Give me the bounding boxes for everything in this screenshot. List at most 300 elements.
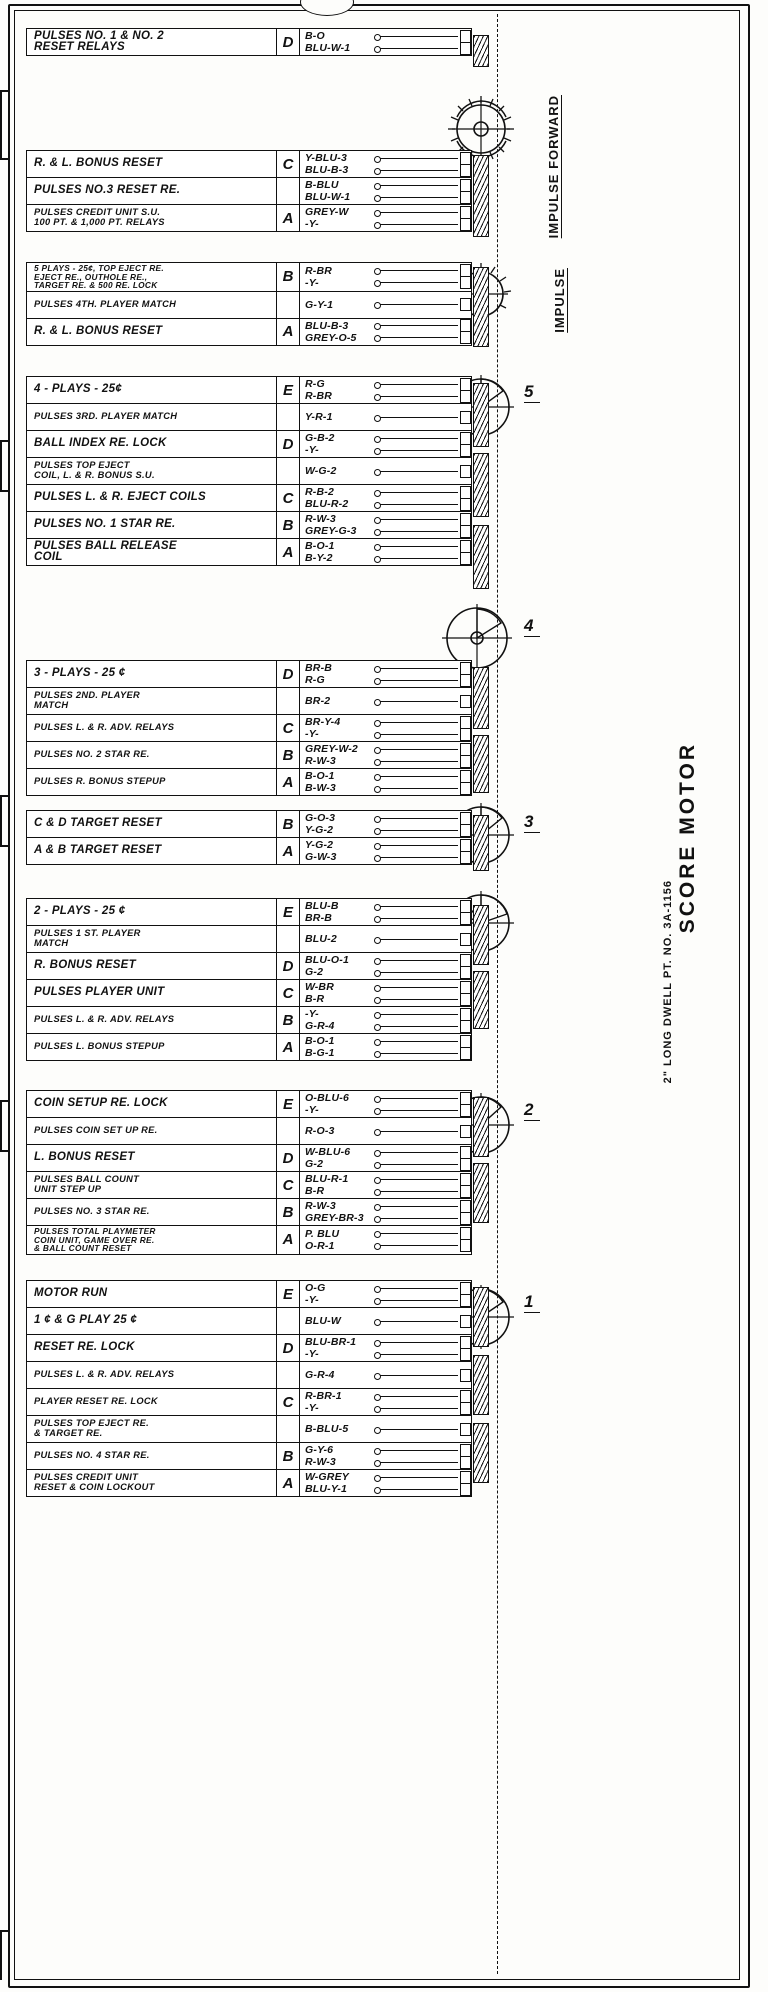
wire-group bbox=[300, 953, 471, 979]
relay-description-line: MOTOR RUN bbox=[34, 1287, 108, 1300]
contact-stack bbox=[473, 35, 489, 67]
terminal-block bbox=[460, 1294, 471, 1307]
relay-description bbox=[27, 1416, 277, 1442]
contact-stack bbox=[473, 1355, 489, 1415]
wire-lead bbox=[375, 761, 458, 762]
relay-row[interactable] bbox=[27, 458, 471, 485]
wire-lead bbox=[375, 1110, 458, 1111]
relay-description-line: COIL bbox=[34, 551, 63, 563]
wire-lead bbox=[375, 668, 458, 669]
wire-lead bbox=[375, 1342, 458, 1343]
wire-row bbox=[305, 756, 471, 767]
terminal-block bbox=[460, 1315, 471, 1328]
wire-code: GREY-O-5 bbox=[305, 331, 357, 344]
edge-tick-2 bbox=[0, 158, 10, 160]
wire-row bbox=[305, 514, 471, 525]
edge-mark-left-1 bbox=[0, 90, 2, 160]
edge-tick-9 bbox=[0, 1930, 10, 1932]
wire-group bbox=[300, 838, 471, 864]
wire-row bbox=[305, 153, 471, 164]
relay-description-line: TARGET RE. & 500 RE. LOCK bbox=[34, 280, 158, 291]
terminal-block bbox=[460, 851, 471, 864]
wire-lead bbox=[375, 531, 458, 532]
relay-description bbox=[27, 1145, 277, 1171]
relay-row[interactable] bbox=[27, 1362, 471, 1389]
wire-code: B-G-1 bbox=[305, 1047, 335, 1059]
edge-tick-4 bbox=[0, 490, 10, 492]
relay-description-line: PLAYER RESET RE. LOCK bbox=[34, 1396, 158, 1407]
relay-row[interactable] bbox=[27, 1281, 471, 1308]
relay-row[interactable] bbox=[27, 926, 471, 953]
wire-row bbox=[305, 466, 471, 477]
terminal-block bbox=[460, 42, 471, 55]
relay-row[interactable] bbox=[27, 431, 471, 458]
wire-lead bbox=[375, 158, 458, 159]
wire-lead bbox=[375, 1450, 458, 1451]
wire-lead bbox=[375, 1408, 458, 1409]
wire-lead bbox=[375, 1026, 458, 1027]
wire-row bbox=[305, 165, 471, 176]
relay-row[interactable] bbox=[27, 980, 471, 1007]
terminal-block bbox=[460, 525, 471, 538]
wire-code: Y-BLU-3 bbox=[305, 152, 348, 164]
wire-code: G-O-3 bbox=[305, 812, 336, 824]
relay-row[interactable] bbox=[27, 1172, 471, 1199]
relay-description-line: 5 PLAYS - 25¢, TOP EJECT RE. bbox=[34, 263, 164, 273]
wire-group bbox=[300, 377, 471, 403]
wire-row bbox=[305, 1316, 471, 1327]
relay-row[interactable] bbox=[27, 1007, 471, 1034]
relay-row[interactable] bbox=[27, 769, 471, 795]
wire-group bbox=[300, 899, 471, 925]
wire-code: G-Y-6 bbox=[305, 1444, 334, 1456]
wire-group bbox=[300, 292, 471, 318]
relay-letter: D bbox=[277, 29, 300, 55]
relay-row[interactable] bbox=[27, 715, 471, 742]
wire-group bbox=[300, 1199, 471, 1225]
wire-group bbox=[300, 263, 471, 291]
wire-group bbox=[300, 458, 471, 484]
long-dwell-label: 2" LONG DWELL PT. NO. 3A-1156 bbox=[662, 880, 674, 1084]
relay-description bbox=[27, 377, 277, 403]
wire-code: B-O bbox=[305, 30, 325, 42]
relay-letter bbox=[277, 926, 300, 952]
wire-code: W-BLU-6 bbox=[305, 1146, 351, 1158]
relay-row[interactable] bbox=[27, 838, 471, 864]
wire-code: BLU-W bbox=[305, 1315, 341, 1327]
wire-code: B-Y-2 bbox=[305, 552, 333, 564]
relay-letter bbox=[277, 458, 300, 484]
relay-description-line: PULSES NO. 4 STAR RE. bbox=[34, 1450, 150, 1461]
contact-stack bbox=[473, 1287, 489, 1347]
relay-description-line: PULSES 1 ST. PLAYER bbox=[34, 928, 141, 939]
relay-description bbox=[27, 539, 277, 565]
wire-code: BR-Y-4 bbox=[305, 716, 341, 728]
wire-lead bbox=[375, 504, 458, 505]
relay-description-line: UNIT STEP UP bbox=[34, 1184, 102, 1194]
relay-description-line: PULSES 2ND. PLAYER bbox=[34, 690, 140, 701]
relay-letter: A bbox=[277, 539, 300, 565]
wire-lead bbox=[375, 1164, 458, 1165]
relay-description bbox=[27, 1226, 277, 1254]
relay-description-line: PULSES L. & R. ADV. RELAYS bbox=[34, 1014, 175, 1025]
relay-row[interactable] bbox=[27, 512, 471, 539]
relay-letter bbox=[277, 404, 300, 430]
wire-code: BR-B bbox=[305, 662, 333, 674]
relay-description bbox=[27, 292, 277, 318]
relay-description bbox=[27, 458, 277, 484]
wire-code: -Y- bbox=[305, 444, 319, 456]
terminal-block bbox=[460, 1020, 471, 1033]
wire-row bbox=[305, 825, 471, 836]
wire-code: -Y- bbox=[305, 218, 319, 230]
relay-row[interactable] bbox=[27, 29, 471, 55]
wire-group bbox=[300, 769, 471, 795]
edge-mark-left-2 bbox=[0, 440, 2, 492]
relay-description-line: 100 PT. & 1,000 PT. RELAYS bbox=[34, 217, 165, 227]
relay-description bbox=[27, 1470, 277, 1496]
wire-code: G-Y-1 bbox=[305, 298, 334, 311]
wire-code: O-G bbox=[305, 1282, 326, 1294]
wire-row bbox=[305, 783, 471, 794]
terminal-block bbox=[460, 1185, 471, 1198]
relay-description bbox=[27, 980, 277, 1006]
relay-description-line: PULSES 4TH. PLAYER MATCH bbox=[34, 298, 177, 309]
wire-row bbox=[305, 994, 471, 1005]
relay-row[interactable] bbox=[27, 1034, 471, 1060]
relay-row[interactable] bbox=[27, 899, 471, 926]
terminal-block bbox=[460, 1158, 471, 1171]
relay-row[interactable] bbox=[27, 953, 471, 980]
wire-lead bbox=[375, 170, 458, 171]
wire-row bbox=[305, 1445, 471, 1456]
terminal-block bbox=[460, 1239, 471, 1252]
wire-lead bbox=[375, 304, 458, 305]
wire-group bbox=[300, 431, 471, 457]
relay-description-line: PULSES NO. 1 & NO. 2 bbox=[34, 29, 164, 42]
cam-number-3 bbox=[524, 812, 540, 833]
wire-lead bbox=[375, 1152, 458, 1153]
edge-tick-7 bbox=[0, 1100, 10, 1102]
wire-code: B-BLU bbox=[305, 179, 339, 191]
wire-lead bbox=[375, 417, 458, 418]
terminal-block bbox=[460, 1456, 471, 1469]
terminal-block bbox=[460, 1348, 471, 1361]
wire-code: B-W-3 bbox=[305, 782, 336, 794]
wire-lead bbox=[375, 1041, 458, 1042]
wire-code: B-O-1 bbox=[305, 1035, 335, 1047]
relay-row[interactable] bbox=[27, 811, 471, 838]
wire-group bbox=[300, 715, 471, 741]
relay-row[interactable] bbox=[27, 205, 471, 231]
contact-stack bbox=[473, 1163, 489, 1223]
wire-lead bbox=[375, 1288, 458, 1289]
wire-lead bbox=[375, 987, 458, 988]
cam-number-2-text: 2 bbox=[524, 1100, 534, 1119]
wire-code: R-BR bbox=[305, 264, 333, 277]
terminal-block bbox=[460, 552, 471, 565]
relay-row[interactable] bbox=[27, 539, 471, 565]
terminal-block bbox=[460, 164, 471, 177]
contact-stack bbox=[473, 155, 489, 237]
wire-row bbox=[305, 265, 471, 276]
relay-description-line: & BALL COUNT RESET bbox=[34, 1243, 132, 1254]
wire-lead bbox=[375, 1354, 458, 1355]
relay-letter: C bbox=[277, 1389, 300, 1415]
relay-description bbox=[27, 1118, 277, 1144]
wire-row bbox=[305, 1021, 471, 1032]
relay-description bbox=[27, 715, 277, 741]
wire-row bbox=[305, 31, 471, 42]
wire-lead bbox=[375, 1321, 458, 1322]
relay-row[interactable] bbox=[27, 178, 471, 205]
relay-row[interactable] bbox=[27, 688, 471, 715]
terminal-block bbox=[460, 1047, 471, 1060]
wire-code: -Y- bbox=[305, 1008, 319, 1020]
relay-description bbox=[27, 1443, 277, 1469]
relay-description-line: PULSES L. BONUS STEPUP bbox=[34, 1041, 165, 1052]
wire-row bbox=[305, 729, 471, 740]
relay-description bbox=[27, 319, 277, 345]
relay-row[interactable] bbox=[27, 742, 471, 769]
relay-row[interactable] bbox=[27, 1199, 471, 1226]
wire-code: BLU-B-3 bbox=[305, 164, 349, 176]
wire-row bbox=[305, 852, 471, 863]
wire-code: -Y- bbox=[305, 728, 319, 740]
relay-row[interactable] bbox=[27, 1443, 471, 1470]
relay-description bbox=[27, 688, 277, 714]
relay-row[interactable] bbox=[27, 1335, 471, 1362]
wire-group bbox=[300, 1443, 471, 1469]
relay-description-line: 3 - PLAYS - 25 ¢ bbox=[34, 667, 126, 680]
wire-row bbox=[305, 1403, 471, 1414]
wire-code: BLU-R-2 bbox=[305, 498, 349, 510]
relay-row[interactable] bbox=[27, 1145, 471, 1172]
wire-code: G-2 bbox=[305, 1158, 324, 1170]
contact-stack bbox=[473, 453, 489, 517]
relay-bank-b-a bbox=[26, 262, 472, 346]
wire-group bbox=[300, 1470, 471, 1496]
wire-group bbox=[300, 178, 471, 204]
wire-lead bbox=[375, 185, 458, 186]
wire-code: B-BLU-5 bbox=[305, 1423, 349, 1435]
relay-letter bbox=[277, 1308, 300, 1334]
terminal-block bbox=[460, 1212, 471, 1225]
wire-row bbox=[305, 391, 471, 402]
relay-description-line: PULSES CREDIT UNIT S.U. bbox=[34, 207, 161, 218]
wire-code: -Y- bbox=[305, 1348, 319, 1360]
wire-lead bbox=[375, 918, 458, 919]
wire-lead bbox=[375, 48, 458, 49]
wire-row bbox=[305, 1484, 471, 1495]
wire-group bbox=[300, 319, 471, 345]
relay-row[interactable] bbox=[27, 1091, 471, 1118]
relay-description-line: COIL, L. & R. BONUS S.U. bbox=[34, 470, 155, 480]
relay-letter: A bbox=[277, 1470, 300, 1496]
wire-row bbox=[305, 1174, 471, 1185]
contact-stack bbox=[473, 815, 489, 871]
relay-letter: E bbox=[277, 1281, 300, 1307]
edge-tick-6 bbox=[0, 845, 10, 847]
relay-description bbox=[27, 661, 277, 687]
terminal-block bbox=[460, 674, 471, 687]
relay-row[interactable] bbox=[27, 1416, 471, 1443]
relay-row[interactable] bbox=[27, 292, 471, 319]
terminal-block bbox=[460, 1369, 471, 1382]
wire-group bbox=[300, 404, 471, 430]
relay-description bbox=[27, 769, 277, 795]
terminal-block bbox=[460, 390, 471, 403]
relay-row[interactable] bbox=[27, 319, 471, 345]
relay-description-line: PULSES TOP EJECT RE. bbox=[34, 1418, 150, 1429]
relay-description-line: EJECT RE., OUTHOLE RE., bbox=[34, 271, 148, 282]
wire-code: G-2 bbox=[305, 966, 324, 978]
relay-description-line: 4 - PLAYS - 25¢ bbox=[34, 383, 123, 396]
wire-row bbox=[305, 320, 471, 331]
relay-description bbox=[27, 1281, 277, 1307]
wire-row bbox=[305, 840, 471, 851]
relay-description bbox=[27, 1335, 277, 1361]
wire-code: B-R bbox=[305, 993, 325, 1005]
wire-code: W-GREY bbox=[305, 1471, 349, 1483]
relay-letter: E bbox=[277, 899, 300, 925]
wire-row bbox=[305, 1283, 471, 1294]
relay-letter bbox=[277, 1118, 300, 1144]
relay-description bbox=[27, 205, 277, 231]
relay-description-line: L. BONUS RESET bbox=[34, 1151, 135, 1164]
wire-lead bbox=[375, 939, 458, 940]
wire-row bbox=[305, 1009, 471, 1020]
contact-stack bbox=[473, 525, 489, 589]
wire-code: B-R bbox=[305, 1185, 325, 1197]
relay-description-line: COIN SETUP RE. LOCK bbox=[34, 1097, 168, 1110]
wire-row bbox=[305, 299, 471, 310]
relay-description bbox=[27, 151, 277, 177]
relay-description bbox=[27, 1362, 277, 1388]
relay-row[interactable] bbox=[27, 485, 471, 512]
edge-tick-3 bbox=[0, 440, 10, 442]
wire-row bbox=[305, 1472, 471, 1483]
wire-code: -Y- bbox=[305, 276, 319, 289]
relay-description-line: PULSES TOP EJECT bbox=[34, 460, 130, 471]
terminal-block bbox=[460, 933, 471, 946]
wire-row bbox=[305, 813, 471, 824]
contact-stack bbox=[473, 971, 489, 1029]
relay-description bbox=[27, 811, 277, 837]
wire-lead bbox=[375, 857, 458, 858]
wire-code: G-R-4 bbox=[305, 1369, 335, 1381]
relay-description-line: 1 ¢ & G PLAY 25 ¢ bbox=[34, 1314, 138, 1327]
terminal-block bbox=[460, 728, 471, 741]
wire-lead bbox=[375, 776, 458, 777]
cam-number-5 bbox=[524, 382, 540, 403]
relay-description-line: PULSES 3RD. PLAYER MATCH bbox=[34, 411, 178, 422]
wire-code: GREY-W-2 bbox=[305, 743, 358, 755]
wire-row bbox=[305, 541, 471, 552]
wire-code: BLU-2 bbox=[305, 933, 337, 945]
terminal-block bbox=[460, 755, 471, 768]
wire-code: R-W-3 bbox=[305, 1200, 336, 1212]
wire-lead bbox=[375, 1245, 458, 1246]
wire-lead bbox=[375, 1233, 458, 1234]
wire-group bbox=[300, 688, 471, 714]
edge-tick-1 bbox=[0, 90, 10, 92]
wire-row bbox=[305, 526, 471, 537]
cam-number-4-text: 4 bbox=[524, 616, 534, 635]
edge-mark-left-4 bbox=[0, 1100, 2, 1152]
wire-lead bbox=[375, 1098, 458, 1099]
relay-description bbox=[27, 1007, 277, 1033]
relay-letter: C bbox=[277, 485, 300, 511]
wire-row bbox=[305, 445, 471, 456]
relay-description-line: R. & L. BONUS RESET bbox=[34, 157, 163, 170]
relay-row[interactable] bbox=[27, 263, 471, 292]
wire-group bbox=[300, 1091, 471, 1117]
wire-code: BLU-B-3 bbox=[305, 319, 349, 332]
wire-code: -Y- bbox=[305, 1294, 319, 1306]
relay-description-line: PULSES NO. 2 STAR RE. bbox=[34, 749, 150, 760]
wire-code: BLU-W-1 bbox=[305, 191, 351, 203]
wire-row bbox=[305, 1213, 471, 1224]
wire-lead bbox=[375, 325, 458, 326]
wire-row bbox=[305, 1349, 471, 1360]
cam-number-5-text: 5 bbox=[524, 382, 534, 401]
terminal-block bbox=[460, 782, 471, 795]
wire-row bbox=[305, 192, 471, 203]
contact-stack bbox=[473, 267, 489, 347]
wire-code: R-W-3 bbox=[305, 755, 336, 767]
relay-letter: E bbox=[277, 1091, 300, 1117]
relay-row[interactable] bbox=[27, 404, 471, 431]
wire-code: P. BLU bbox=[305, 1227, 340, 1240]
wire-row bbox=[305, 499, 471, 510]
cam-number-4 bbox=[524, 616, 540, 637]
wire-row bbox=[305, 1457, 471, 1468]
terminal-block bbox=[460, 276, 471, 289]
relay-row[interactable] bbox=[27, 377, 471, 404]
relay-row[interactable] bbox=[27, 1470, 471, 1496]
wire-group bbox=[300, 1389, 471, 1415]
relay-row[interactable] bbox=[27, 1308, 471, 1335]
terminal-block bbox=[460, 1483, 471, 1496]
wire-row bbox=[305, 1159, 471, 1170]
wire-code: GREY-W bbox=[305, 206, 349, 218]
relay-description bbox=[27, 1389, 277, 1415]
wire-code: BR-2 bbox=[305, 695, 331, 707]
wire-row bbox=[305, 663, 471, 674]
contact-stack bbox=[473, 735, 489, 793]
wire-group bbox=[300, 1281, 471, 1307]
wire-lead bbox=[375, 1014, 458, 1015]
relay-letter bbox=[277, 292, 300, 318]
relay-description bbox=[27, 263, 277, 291]
wire-code: BLU-Y-1 bbox=[305, 1483, 348, 1495]
wire-row bbox=[305, 180, 471, 191]
wire-code: O-R-1 bbox=[305, 1239, 335, 1252]
relay-letter: B bbox=[277, 263, 300, 291]
wire-group bbox=[300, 1226, 471, 1254]
relay-description-line: 2 - PLAYS - 25 ¢ bbox=[34, 905, 126, 918]
impulse-label: IMPULSE bbox=[552, 268, 567, 333]
relay-row[interactable] bbox=[27, 1389, 471, 1416]
relay-row[interactable] bbox=[27, 661, 471, 688]
relay-row[interactable] bbox=[27, 1118, 471, 1145]
relay-letter: C bbox=[277, 1172, 300, 1198]
wire-row bbox=[305, 696, 471, 707]
wire-lead bbox=[375, 1462, 458, 1463]
relay-row[interactable] bbox=[27, 151, 471, 178]
relay-row[interactable] bbox=[27, 1226, 471, 1254]
